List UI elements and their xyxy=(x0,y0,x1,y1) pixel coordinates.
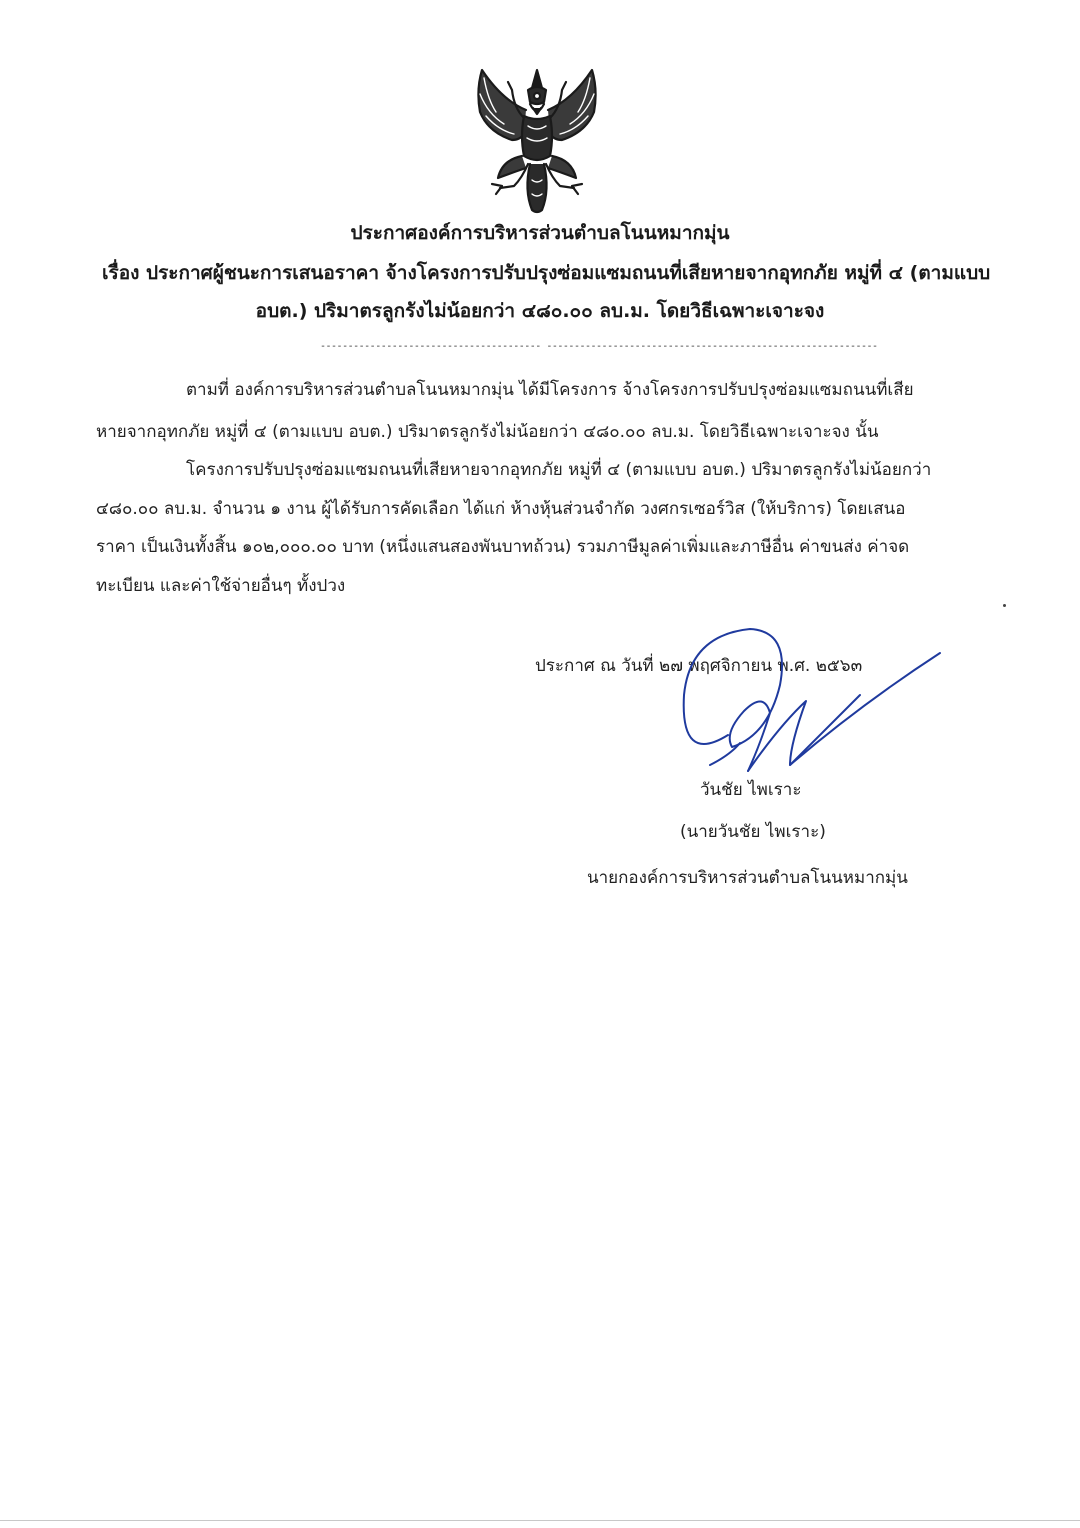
signer-name: วันชัย ไพเราะ xyxy=(700,780,802,800)
page-bottom-edge xyxy=(0,1520,1080,1521)
paragraph2-line3: ราคา เป็นเงินทั้งสิ้น ๑๐๒,๐๐๐.๐๐ บาท (หนึ่งแสนสองพันบาทถ้วน) รวมภาษีมูลค่าเพิ่มและภาษีอื่น ค่าขนส่ง ค่าจด xyxy=(96,537,910,557)
announcement-date: ประกาศ ณ วันที่ ๒๗ พฤศจิกายน พ.ศ. ๒๕๖๓ xyxy=(535,656,863,676)
announcement-title: ประกาศองค์การบริหารส่วนตำบลโนนหมากมุ่น xyxy=(350,222,730,244)
paragraph2-line2: ๔๘๐.๐๐ ลบ.ม. จำนวน ๑ งาน ผู้ได้รับการคัดเลือก ได้แก่ ห้างหุ้นส่วนจำกัด วงศกรเซอร์วิส (ให้บริการ) โดยเสนอ xyxy=(96,499,906,519)
scan-speck xyxy=(1003,604,1006,607)
paragraph1-line2: หายจากอุทกภัย หมู่ที่ ๔ (ตามแบบ อบต.) ปริมาตรลูกรังไม่น้อยกว่า ๔๘๐.๐๐ ลบ.ม. โดยวิธีเฉพาะเจาะจง นั้น xyxy=(96,422,879,442)
handwritten-signature xyxy=(640,615,950,785)
announcement-subject-line1: เรื่อง ประกาศผู้ชนะการเสนอราคา จ้างโครงการปรับปรุงซ่อมแซมถนนที่เสียหายจากอุทกภัย หมู่ที่ ๔ (ตามแบบ xyxy=(102,262,991,284)
title-divider: ---------------------------------------- ------------------------------------------------------------ xyxy=(320,341,878,352)
announcement-subject-line2: อบต.) ปริมาตรลูกรังไม่น้อยกว่า ๔๘๐.๐๐ ลบ.ม. โดยวิธีเฉพาะเจาะจง xyxy=(255,300,825,322)
paragraph2-line4: ทะเบียน และค่าใช้จ่ายอื่นๆ ทั้งปวง xyxy=(96,576,346,596)
signer-fullname: (นายวันชัย ไพเราะ) xyxy=(680,822,826,842)
paragraph1-line1: ตามที่ องค์การบริหารส่วนตำบลโนนหมากมุ่น ได้มีโครงการ จ้างโครงการปรับปรุงซ่อมแซมถนนที่เสีย xyxy=(186,380,914,400)
garuda-emblem-icon xyxy=(462,60,612,218)
paragraph2-line1: โครงการปรับปรุงซ่อมแซมถนนที่เสียหายจากอุทกภัย หมู่ที่ ๔ (ตามแบบ อบต.) ปริมาตรลูกรังไม่น้อยกว่า xyxy=(186,460,932,480)
signer-position: นายกองค์การบริหารส่วนตำบลโนนหมากมุ่น xyxy=(587,868,908,888)
